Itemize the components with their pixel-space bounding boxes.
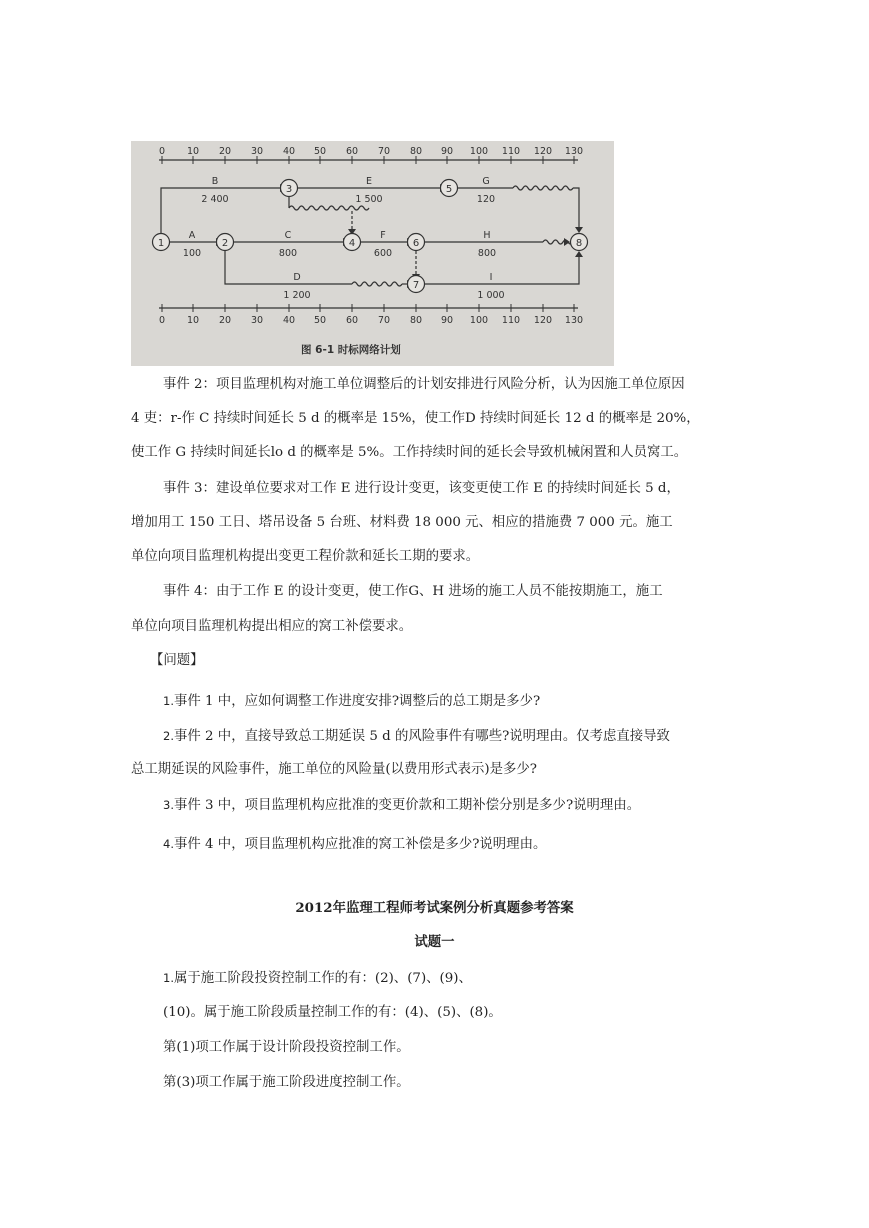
top-tick: 100 [469, 146, 489, 157]
top-tick: 90 [440, 146, 454, 157]
bottom-tick: 120 [533, 315, 553, 326]
questions-heading: 【问题】 [150, 653, 204, 668]
activity-value: 120 [476, 194, 496, 205]
activity-value: 1 000 [477, 290, 505, 301]
answer-text: 属于施工阶段投资控制工作的有：(2)、(7)、(9)、 [173, 971, 472, 986]
top-tick: 40 [282, 146, 296, 157]
event4-line2: 单位向项目监理机构提出相应的窝工补偿要求。 [131, 619, 413, 634]
top-tick: 60 [345, 146, 359, 157]
question-1 [163, 692, 540, 711]
question-number: 1. [163, 694, 174, 708]
bottom-tick: 10 [186, 315, 200, 326]
event3-line2: 增加用工 150 工日、塔吊设备 5 台班、材料费 18 000 元、相应的措施费 7 000 元。施工 [131, 515, 673, 530]
top-tick: 10 [186, 146, 200, 157]
node-label: 8 [575, 238, 583, 249]
question-3 [163, 796, 640, 815]
activity-I-line [425, 255, 579, 284]
activity-value: 1 500 [355, 194, 383, 205]
bottom-tick: 40 [282, 315, 296, 326]
activity-value: 100 [182, 248, 202, 259]
activity-name: A [188, 230, 196, 241]
event2-line1: 事件 2：项目监理机构对施工单位调整后的计划安排进行风险分析，认为因施工单位原因 [163, 377, 685, 392]
top-tick: 50 [313, 146, 327, 157]
bottom-tick: 90 [440, 315, 454, 326]
bottom-tick: 0 [158, 315, 166, 326]
answer-title: 2012年监理工程师考试案例分析真题参考答案 [295, 900, 574, 916]
activity-value: 800 [278, 248, 298, 259]
activity-name: I [489, 272, 493, 283]
activity-G-to-8 [573, 188, 579, 229]
activity-value: 2 400 [201, 194, 229, 205]
node-label: 7 [412, 280, 420, 291]
activity-name: C [284, 230, 292, 241]
question-number: 4. [163, 837, 174, 851]
event4-line1: 事件 4：由于工作 E 的设计变更，使工作G、H 进场的施工人员不能按期施工，施工 [163, 584, 663, 599]
top-tick: 80 [409, 146, 423, 157]
node-label: 3 [285, 184, 293, 195]
free-float-wave [513, 186, 573, 190]
bottom-scale [159, 304, 583, 326]
question-number: 2. [163, 729, 174, 743]
node-label: 2 [221, 238, 229, 249]
activity-name: B [211, 176, 219, 187]
top-tick: 120 [533, 146, 553, 157]
answer-1-line3: 第(1)项工作属于设计阶段投资控制工作。 [163, 1040, 410, 1055]
activity-value: 600 [373, 248, 393, 259]
question-2-line1 [163, 727, 670, 746]
activity-name: G [482, 176, 490, 187]
top-scale [159, 146, 583, 164]
answer-subtitle: 试题一 [414, 934, 455, 950]
figure-caption: 图 6-1 时标网络计划 [301, 344, 401, 356]
bottom-tick: 100 [469, 315, 489, 326]
node-label: 4 [348, 238, 356, 249]
answer-1-line2: (10)。属于施工阶段质量控制工作的有：(4)、(5)、(8)。 [163, 1005, 502, 1020]
bottom-tick: 50 [313, 315, 327, 326]
top-tick: 0 [158, 146, 166, 157]
event2-line3: 使工作 G 持续时间延长lo d 的概率是 5%。工作持续时间的延长会导致机械闲置和人员窝工。 [131, 445, 688, 460]
node-label: 1 [157, 238, 165, 249]
bottom-tick: 30 [250, 315, 264, 326]
top-tick: 130 [564, 146, 584, 157]
top-tick: 110 [501, 146, 521, 157]
answer-number: 1. [163, 971, 174, 985]
free-float-wave [289, 206, 369, 210]
question-text: 事件 4 中，项目监理机构应批准的窝工补偿是多少?说明理由。 [173, 837, 547, 852]
bottom-tick: 20 [218, 315, 232, 326]
activity-name: F [380, 230, 386, 241]
activity-name: H [483, 230, 491, 241]
bottom-tick: 130 [564, 315, 584, 326]
question-text: 事件 3 中，项目监理机构应批准的变更价款和工期补偿分别是多少?说明理由。 [173, 798, 641, 813]
bottom-tick: 80 [409, 315, 423, 326]
activity-value: 1 200 [283, 290, 311, 301]
answer-1-line4: 第(3)项工作属于施工阶段进度控制工作。 [163, 1075, 410, 1090]
answer-1-line1 [163, 969, 472, 988]
event3-line1: 事件 3：建设单位要求对工作 E 进行设计变更，该变更使工作 E 的持续时间延长 5 d， [163, 481, 680, 496]
activity-name: D [293, 272, 301, 283]
top-tick: 70 [377, 146, 391, 157]
question-text: 事件 2 中，直接导致总工期延误 5 d 的风险事件有哪些?说明理由。仅考虑直接导致 [173, 729, 670, 744]
top-tick: 30 [250, 146, 264, 157]
bottom-tick: 70 [377, 315, 391, 326]
activity-name: E [365, 176, 373, 187]
event3-line3: 单位向项目监理机构提出变更工程价款和延长工期的要求。 [131, 549, 480, 564]
question-number: 3. [163, 798, 174, 812]
question-text: 事件 1 中，应如何调整工作进度安排?调整后的总工期是多少? [173, 694, 541, 709]
top-tick: 20 [218, 146, 232, 157]
event2-line2: 4 吏：r-作 C 持续时间延长 5 d 的概率是 15%，使工作D 持续时间延长 12 d 的概率是 20%， [131, 411, 700, 426]
free-float-wave [352, 282, 402, 286]
network-figure [131, 141, 614, 366]
node-label: 5 [445, 184, 453, 195]
activity-value: 800 [477, 248, 497, 259]
bottom-tick: 110 [501, 315, 521, 326]
question-4 [163, 835, 546, 854]
node-label: 6 [412, 238, 420, 249]
bottom-tick: 60 [345, 315, 359, 326]
question-2-line2: 总工期延误的风险事件，施工单位的风险量(以费用形式表示)是多少? [131, 762, 537, 777]
